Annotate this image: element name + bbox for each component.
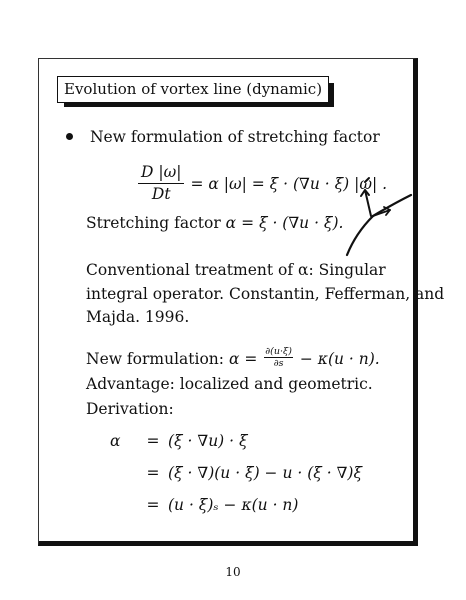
derivation-row-3-rhs: (u · ξ)ₛ − κ(u · n) — [168, 496, 299, 514]
new-formulation-label: New formulation: — [86, 350, 229, 368]
new-formulation-fraction — [264, 346, 293, 369]
conventional-line-2: integral operator. Constantin, Fefferman, and — [86, 285, 445, 303]
fraction-denominator: Dt — [151, 185, 171, 203]
derivation-equations — [110, 430, 362, 516]
derivation-row-2-eq: = — [146, 464, 160, 482]
fraction-numerator: D |ω| — [138, 163, 184, 184]
bullet-text: New formulation of stretching factor — [89, 128, 380, 146]
stretching-factor-line — [86, 212, 343, 234]
conventional-line-3: Majda. 1996. — [86, 308, 190, 326]
derivation-row-1-eq: = — [146, 432, 160, 450]
page-number: 10 — [225, 565, 241, 579]
stretching-factor-math: α = ξ · (∇u · ξ). — [225, 214, 344, 232]
derivation-row-1-rhs: (ξ · ∇u) · ξ — [168, 432, 248, 450]
small-fraction-denominator: ∂s — [273, 357, 284, 369]
advantage-line: Advantage: localized and geometric. — [86, 375, 373, 393]
new-formulation-line — [86, 345, 380, 372]
new-formulation-alpha: α = — [228, 350, 263, 368]
equation-fraction — [138, 163, 184, 204]
bullet-item — [66, 126, 380, 148]
derivation-row-3-lhs — [110, 494, 138, 516]
slide-title: Evolution of vortex line (dynamic) — [64, 80, 323, 98]
slide-title-box — [57, 76, 329, 103]
derivation-row-2-rhs: (ξ · ∇)(u · ξ) − u · (ξ · ∇)ξ — [168, 464, 363, 482]
derivation-label: Derivation: — [86, 400, 174, 418]
derivation-row-2-lhs — [110, 462, 138, 484]
title-container — [57, 76, 329, 103]
equation-rhs: = α |ω| = ξ · (∇u · ξ) |ω| . — [190, 174, 388, 193]
new-formulation-suffix: − κ(u · n). — [294, 350, 380, 368]
stretching-factor-label: Stretching factor — [86, 214, 226, 232]
handdrawn-curve-sketch — [335, 170, 415, 260]
conventional-line-1: Conventional treatment of α: Singular — [86, 261, 386, 279]
derivation-row-1-lhs: α — [110, 432, 121, 450]
title-shadow-bottom — [64, 102, 334, 107]
derivation-row-3-eq: = — [146, 496, 160, 514]
small-fraction-numerator: ∂(u·ξ) — [265, 345, 292, 357]
bullet-dot-icon — [66, 133, 73, 140]
